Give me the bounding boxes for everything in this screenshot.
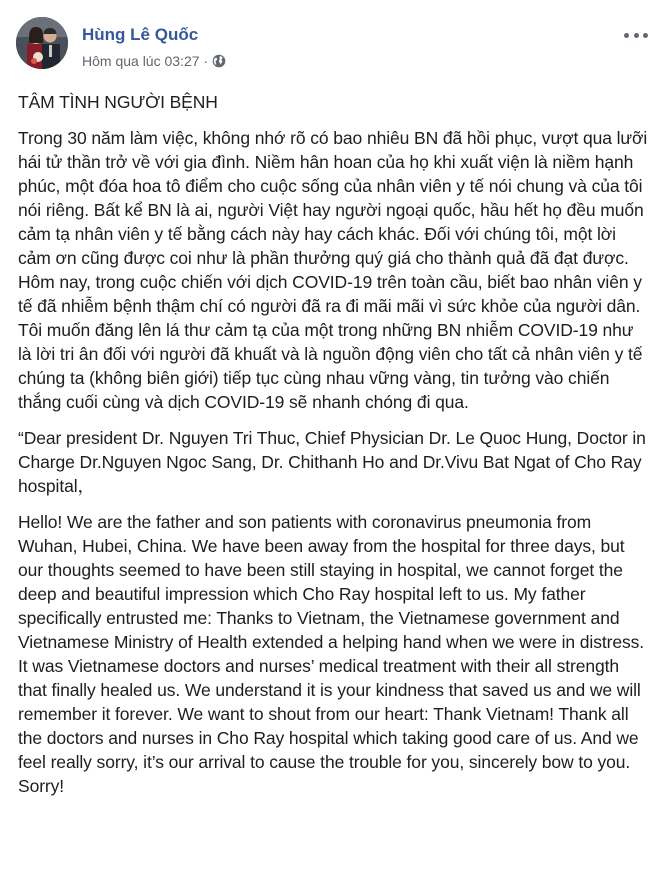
meta-separator: · <box>203 53 209 69</box>
more-options-icon[interactable] <box>624 27 648 43</box>
avatar[interactable] <box>16 17 68 69</box>
author-name[interactable]: Hùng Lê Quốc <box>82 25 199 44</box>
post-paragraph-vi-2: Hôm nay, trong cuộc chiến với dịch COVID-19 trên toàn cầu, biết bao nhân viên y tế đã nhiễm bệnh thậm chí có người đã ra đi mãi mãi vì sức khỏe của người dân. Tôi muốn đăng lên lá thư cảm tạ của một trong những BN nhiễm COVID-19 như là lời tri ân đối với người đã khuất và là nguồn động viên cho tất cả nhân viên y tế chúng ta (không biên giới) tiếp tục cùng nhau vững vàng, tin tưởng vào chiến thắng cuối cùng và dịch COVID-19 sẽ nhanh chóng đi qua. <box>18 272 643 412</box>
post-body <box>18 90 648 798</box>
globe-icon[interactable] <box>212 54 226 68</box>
post-title: TÂM TÌNH NGƯỜI BỆNH <box>18 92 218 112</box>
post-timestamp[interactable]: Hôm qua lúc 03:27 <box>82 53 200 69</box>
letter-salutation: “Dear president Dr. Nguyen Tri Thuc, Chief Physician Dr. Le Quoc Hung, Doctor in Charge Dr.Nguyen Ngoc Sang, Dr. Chithanh Ho and Dr.Vivu Bat Ngat of Cho Ray hospital， <box>18 428 646 496</box>
post-header <box>16 17 648 77</box>
letter-body: Hello! We are the father and son patients with coronavirus pneumonia from Wuhan, Hubei, China. We have been away from the hospital for three days, but our thoughts seemed to have been still staying in hospital, we cannot forget the deep and beautiful impression which Cho Ray hospital left to us. My father specifically entrusted me: Thanks to Vietnam, the Vietnamese government and Vietnamese Ministry of Health extended a helping hand when we were in distress. It was Vietnamese doctors and nurses’ medical treatment with their all strength that finally healed us. We understand it is your kindness that saved us and we will remember it forever. We want to shout from our heart: Thank Vietnam! Thank all the doctors and nurses in Cho Ray hospital which taking good care of us. And we feel really sorry, it’s our arrival to cause the trouble for you, sincerely bow to you. Sorry! <box>18 512 645 796</box>
post-meta <box>82 53 226 69</box>
post-paragraph-vi-1: Trong 30 năm làm việc, không nhớ rõ có bao nhiêu BN đã hồi phục, vượt qua lưỡi hái tử thần trở về với gia đình. Niềm hân hoan của họ khi xuất viện là niềm hạnh phúc, một đóa hoa tô điểm cho cuộc sống của nhân viên y tế nói chung và của tôi nói riêng. Bất kể BN là ai, người Việt hay người ngoại quốc, hầu hết họ đều muốn cảm tạ nhân viên y tế bằng cách này hay cách khác. Đối với chúng tôi, một lời cảm ơn cũng được coi như là phần thưởng quý giá cho thành quả đã đạt được. <box>18 128 648 268</box>
